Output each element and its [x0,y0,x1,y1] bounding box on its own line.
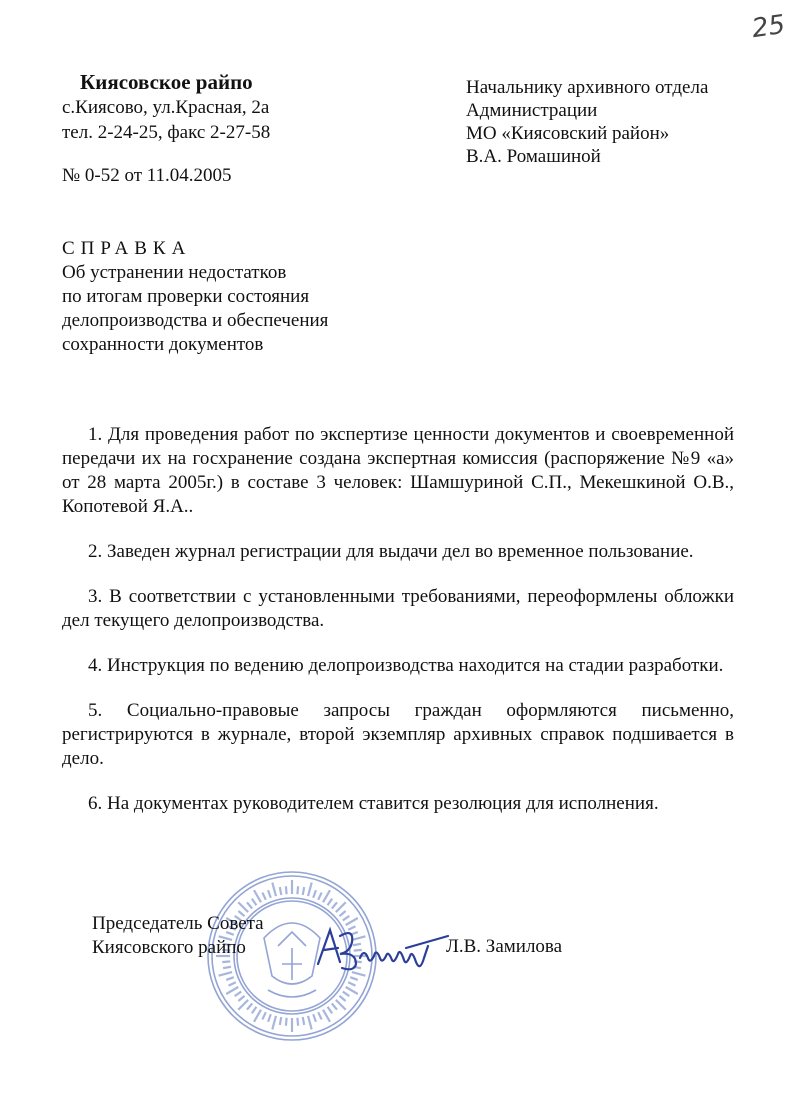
seal-lettering-mark [280,1017,281,1025]
recipient-line: МО «Киясовский район» [466,123,670,144]
seal-lettering-mark [303,1017,304,1025]
seal-lettering-mark [318,893,321,900]
position-line: Председатель Совета [92,913,264,934]
seal-lettering-mark [308,1016,312,1030]
seal-lettering-mark [272,1016,276,1030]
seal-lettering-mark [262,893,265,900]
seal-lettering-mark [297,1018,298,1026]
body-item: 5. Социально-правовые запросы граждан оформляются письменно, регистрируются в журнале, второй экземпляр архивных справок подшивается в дело. [62,700,734,769]
seal-lettering-mark [343,992,350,997]
position-line: Киясовского райпо [92,937,246,958]
seal-lettering-mark [323,1010,330,1022]
recipient-block [466,76,708,168]
seal-lettering-mark [328,899,333,906]
body-item: 2. Заведен журнал регистрации для выдачи дел во временное пользование. [88,541,694,562]
seal-lettering-mark [339,911,345,916]
outgoing-reference: № 0-52 от 11.04.2005 [62,165,232,186]
seal-lettering-mark [268,890,271,898]
seal-lettering-mark [226,977,234,980]
seal-lettering-mark [252,1007,257,1014]
seal-lettering-mark [222,961,230,962]
seal-lettering-mark [219,972,233,976]
body-item: 1. Для проведения работ по экспертизе ценности документов и своевременной передачи их на госхранение создана экспертная комиссия (распоряжение №9 «а» от 28 марта 2005г.) в составе 3 человек: Шамшуриной С.П., Мекешкиной О.В., Копотевой Я.А.. [62,424,734,517]
seal-lettering-mark [238,996,244,1001]
seal-lettering-mark [348,982,355,985]
seal-lettering-mark [336,902,346,912]
seal-lettering-mark [272,883,276,897]
seal-lettering-mark [332,902,337,908]
seal-lettering-mark [268,1014,271,1022]
recipient-name: В.А. Ромашиной [466,146,601,167]
seal-lettering-mark [308,883,312,897]
seal-lettering-mark [303,887,304,895]
seal-lettering-mark [247,1003,252,1009]
title-line: делопроизводства и обеспечения [62,310,329,331]
document-type: СПРАВКА [62,238,192,259]
sender-phones: тел. 2-24-25, факс 2-27-58 [62,122,271,143]
title-line: сохранности документов [62,334,264,355]
title-line: Об устранении недостатков [62,262,287,283]
seal-lettering-mark [247,902,252,908]
sender-address: с.Киясово, ул.Красная, 2а [62,97,270,118]
seal-lettering-mark [223,967,231,968]
seal-lettering-mark [286,1018,287,1026]
seal-lettering-mark [238,1000,248,1010]
seal-lettering-mark [280,887,281,895]
signer-name: Л.В. Замилова [446,936,563,957]
seal-lettering-mark [229,982,236,985]
seal-lettering-mark [254,1010,261,1022]
seal-lettering-mark [252,899,257,906]
body-item: 4. Инструкция по ведению делопроизводства находится на стадии разработки. [88,655,724,676]
seal-lettering-mark [313,1014,316,1022]
seal-lettering-mark [254,890,261,902]
seal-lettering-mark [313,890,316,898]
seal-lettering-mark [238,902,248,912]
seal-lettering-mark [226,987,238,994]
seal-lettering-mark [286,886,287,894]
recipient-line: Администрации [466,100,598,121]
seal-lettering-mark [297,886,298,894]
seal-lettering-mark [346,987,358,994]
page-number: 25 [750,9,788,45]
seal-lettering-mark [328,1007,333,1014]
seal-lettering-mark [318,1012,321,1019]
body-item: 3. В соответствии с установленными требованиями, переоформлены обложки дел текущего делопроизводства. [62,586,734,631]
seal-lettering-mark [323,890,330,902]
signature-position [92,912,264,960]
sender-org-name: Киясовское райпо [80,70,253,94]
sender-block [62,70,270,145]
body-item: 6. На документах руководителем ставится резолюция для исполнения. [88,793,659,814]
document-body [62,423,734,837]
seal-lettering-mark [339,996,345,1001]
seal-lettering-mark [336,1000,346,1010]
seal-lettering-mark [235,992,242,997]
title-line: по итогам проверки состояния [62,286,310,307]
seal-lettering-mark [332,1003,337,1009]
seal-lettering-mark [262,1012,265,1019]
document-title [62,237,328,357]
handwritten-signature [310,918,450,976]
recipient-line: Начальнику архивного отдела [466,77,709,98]
seal-lettering-mark [350,977,358,980]
